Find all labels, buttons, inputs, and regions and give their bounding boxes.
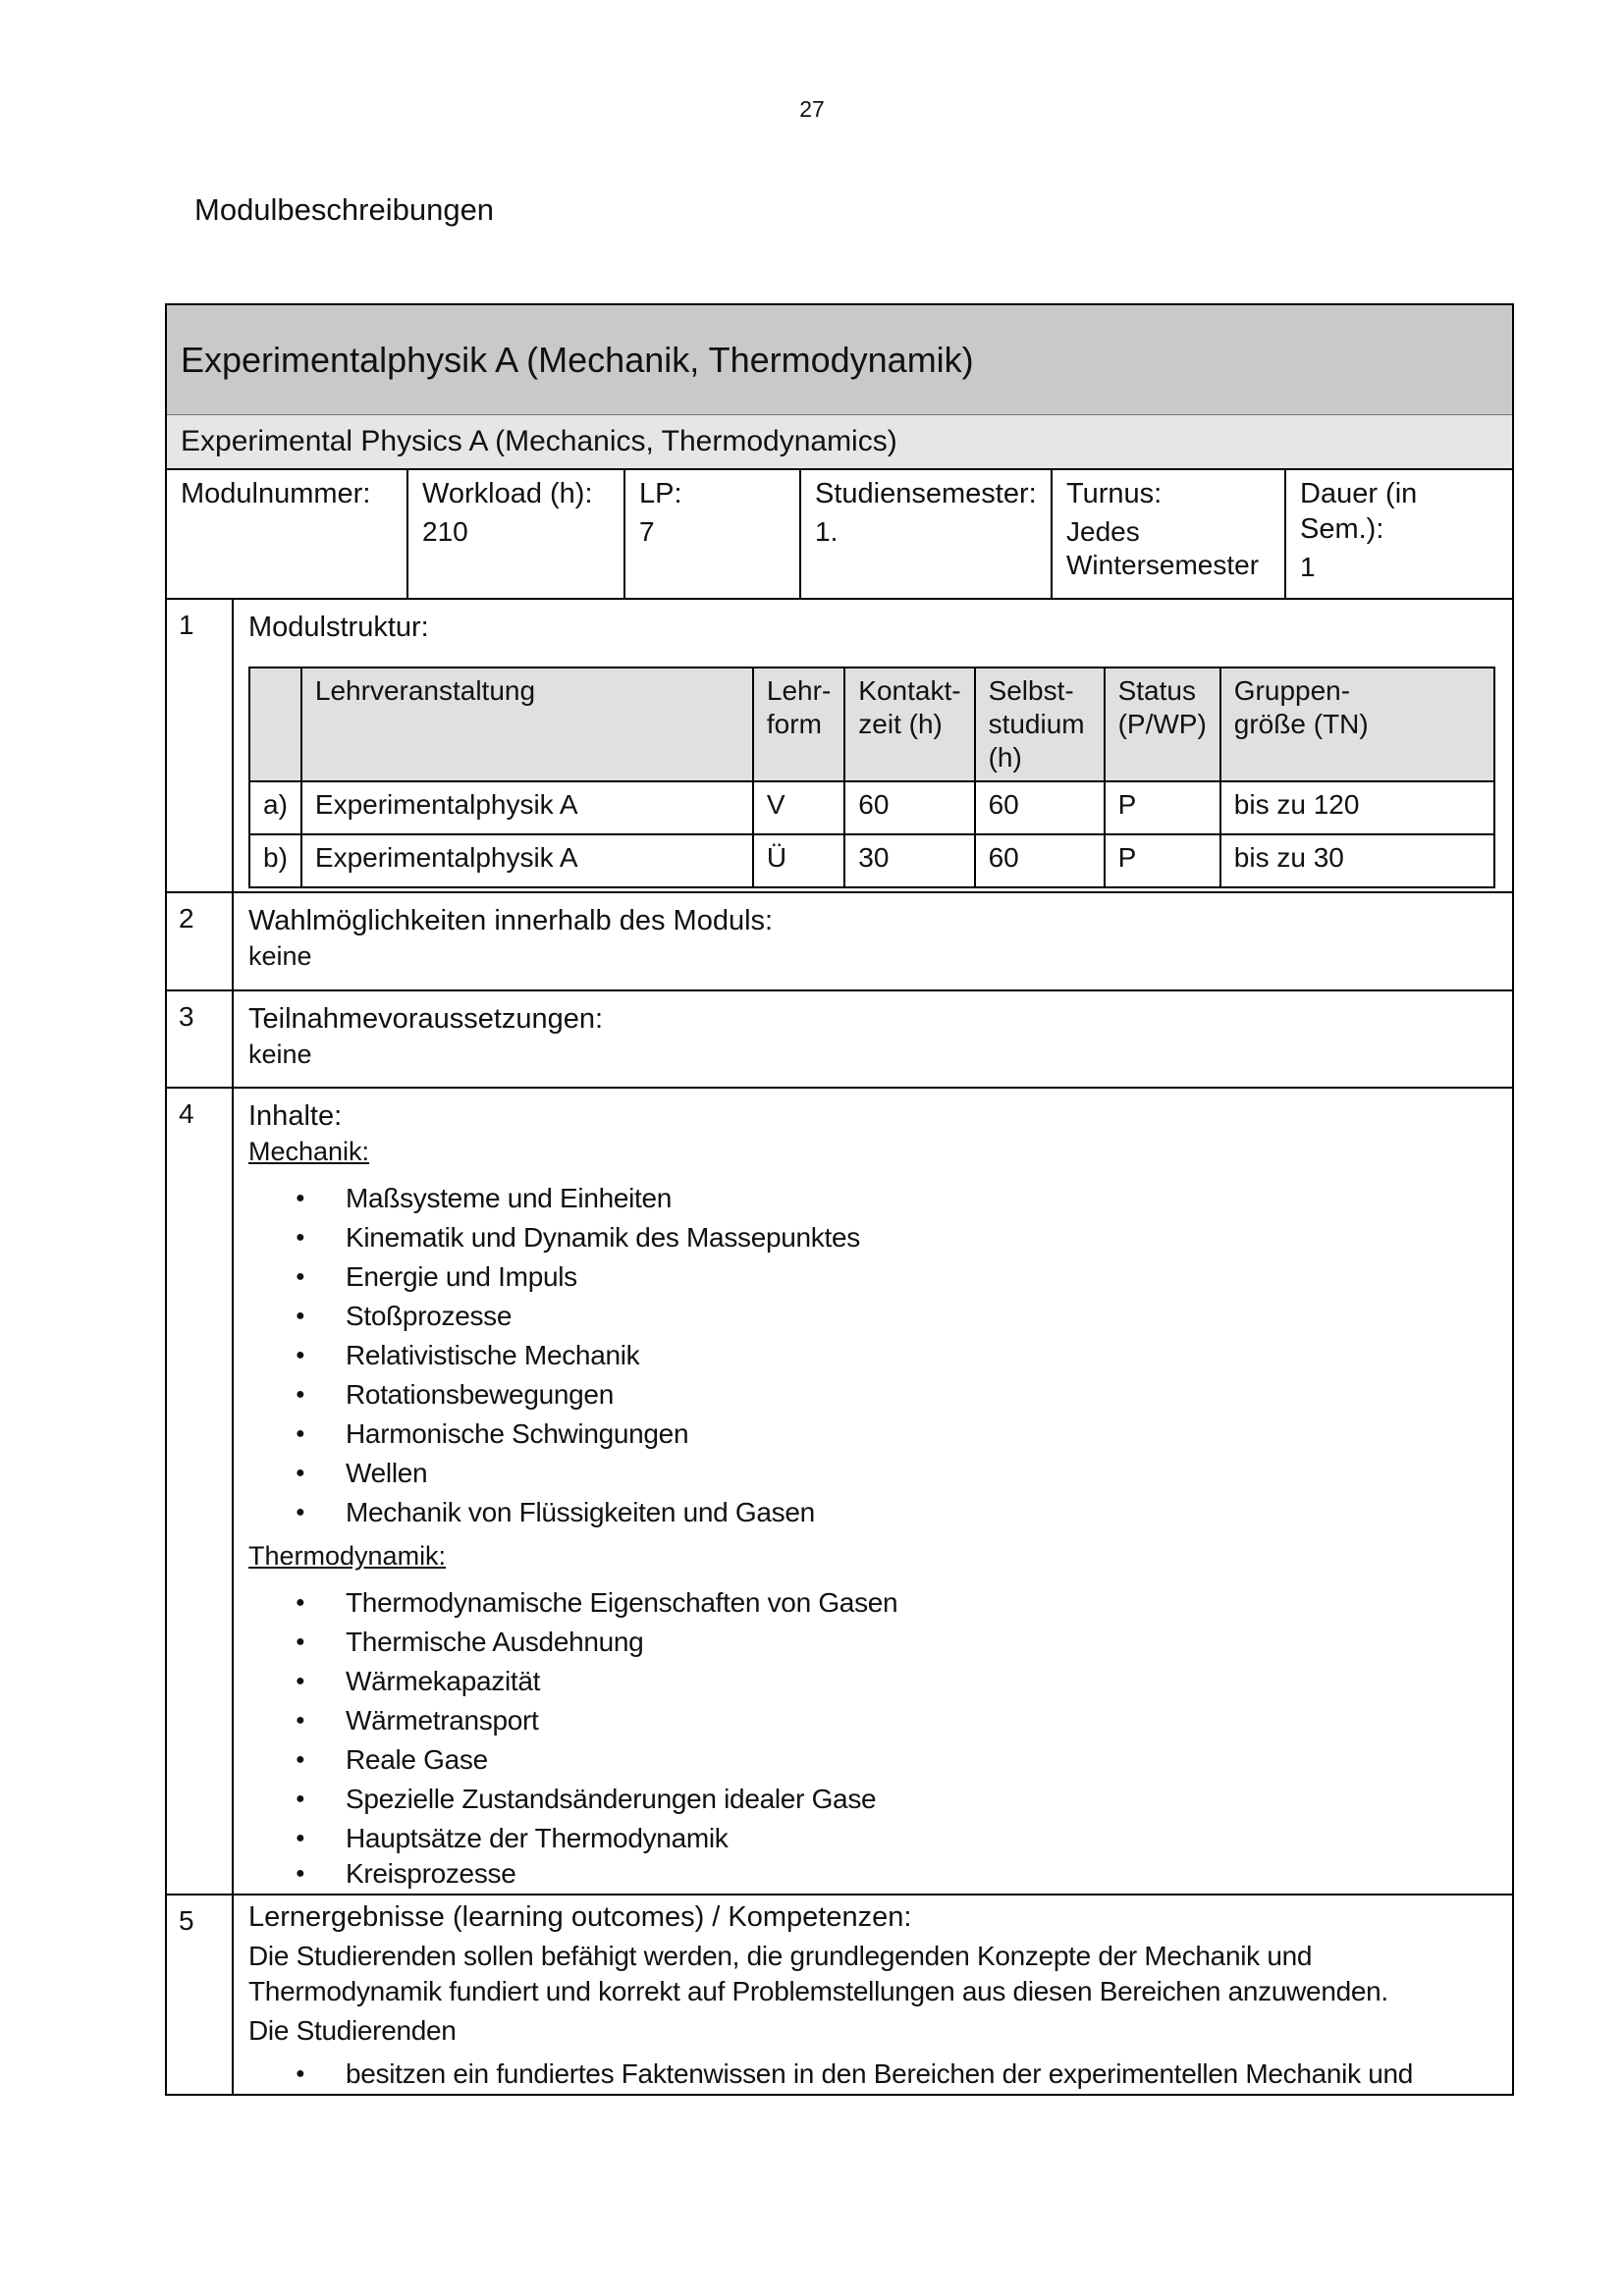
row-selbststudium: 60 <box>975 781 1105 834</box>
section-lernergebnisse <box>167 1896 1512 2094</box>
meta-dauer <box>1286 470 1512 598</box>
meta-value: 1 <box>1300 552 1316 582</box>
header-status: Status (P/WP) <box>1105 667 1220 781</box>
section-number: 3 <box>167 991 234 1087</box>
mechanik-heading: Mechanik: <box>248 1137 370 1166</box>
section-number: 2 <box>167 893 234 989</box>
meta-value: 7 <box>639 516 655 547</box>
course-table-header-row <box>249 667 1494 781</box>
list-item: ● Kinematik und Dynamik des Massepunktes <box>346 1218 1512 1257</box>
row-label: a) <box>249 781 301 834</box>
meta-label: LP: <box>639 478 682 509</box>
module-meta-row <box>167 470 1512 600</box>
row-lehrveranstaltung: Experimentalphysik A <box>301 834 753 887</box>
header-kontaktzeit: Kontakt- zeit (h) <box>844 667 974 781</box>
row-gruppengroesse: bis zu 30 <box>1220 834 1494 887</box>
section-title: Lernergebnisse (learning outcomes) / Kompetenzen: <box>248 1901 912 1933</box>
row-selbststudium: 60 <box>975 834 1105 887</box>
list-item: ● Relativistische Mechanik <box>346 1336 1512 1375</box>
section-title: Wahlmöglichkeiten innerhalb des Moduls: <box>248 905 774 936</box>
course-table <box>248 667 1495 888</box>
section-body <box>234 1896 1512 2094</box>
section-title: Teilnahmevoraussetzungen: <box>248 1003 604 1035</box>
meta-label: Modulnummer: <box>181 478 371 509</box>
header-lehrveranstaltung: Lehrveranstaltung <box>301 667 753 781</box>
meta-turnus <box>1053 470 1286 598</box>
section-teilnahmevoraussetzungen <box>167 991 1512 1089</box>
module-title-text: Experimentalphysik A (Mechanik, Thermodynamik) <box>181 339 974 380</box>
list-item: ● Wellen <box>346 1454 1512 1493</box>
row-status: P <box>1105 781 1220 834</box>
list-item: ● Mechanik von Flüssigkeiten und Gasen <box>346 1493 1512 1532</box>
row-label: b) <box>249 834 301 887</box>
section-body <box>234 600 1512 891</box>
list-item: ● Wärmetransport <box>346 1701 1512 1740</box>
module-title <box>167 305 1512 415</box>
list-item: ● Kreisprozesse <box>346 1858 1512 1890</box>
list-item: ● Reale Gase <box>346 1740 1512 1780</box>
thermodynamik-heading: Thermodynamik: <box>248 1541 447 1571</box>
section-heading: Modulbeschreibungen <box>194 192 495 227</box>
thermodynamik-list <box>248 1583 1512 1890</box>
meta-workload <box>408 470 625 598</box>
list-item: ● Rotationsbewegungen <box>346 1375 1512 1415</box>
table-row <box>249 781 1494 834</box>
mechanik-list <box>248 1179 1512 1532</box>
header-lehrform: Lehr- form <box>753 667 844 781</box>
meta-value: 210 <box>422 516 468 547</box>
section-body <box>234 991 1512 1087</box>
meta-label: Turnus: <box>1066 478 1163 509</box>
meta-label: Workload (h): <box>422 478 593 509</box>
section-body <box>234 893 1512 989</box>
meta-studiensemester <box>801 470 1053 598</box>
row-kontaktzeit: 60 <box>844 781 974 834</box>
section-title: Inhalte: <box>248 1100 343 1132</box>
list-item: ● Hauptsätze der Thermodynamik <box>346 1819 1512 1858</box>
list-item: ● Energie und Impuls <box>346 1257 1512 1297</box>
section-modulstruktur <box>167 600 1512 893</box>
list-item: ● Wärmekapazität <box>346 1662 1512 1701</box>
meta-lp <box>625 470 801 598</box>
section-inhalte <box>167 1089 1512 1896</box>
list-item: ● Thermische Ausdehnung <box>346 1623 1512 1662</box>
module-table <box>165 303 1514 2096</box>
list-item: ● Thermodynamische Eigenschaften von Gasen <box>346 1583 1512 1623</box>
section-number: 5 <box>167 1896 234 2094</box>
meta-label: Dauer (in Sem.): <box>1300 478 1418 545</box>
list-item: ● Stoßprozesse <box>346 1297 1512 1336</box>
section-number: 1 <box>167 600 234 891</box>
table-row <box>249 834 1494 887</box>
header-gruppengroesse: Gruppen- größe (TN) <box>1220 667 1494 781</box>
list-item: ● Maßsysteme und Einheiten <box>346 1179 1512 1218</box>
meta-label: Studiensemester: <box>815 478 1037 509</box>
list-item: ● Spezielle Zustandsänderungen idealer Gase <box>346 1780 1512 1819</box>
section-paragraph: Die Studierenden sollen befähigt werden, die grundlegenden Konzepte der Mechanik und Thermodynamik fundiert und korrekt auf Problemstellungen aus diesen Bereichen anzuwenden. <box>248 1941 1388 2006</box>
row-lehrform: Ü <box>753 834 844 887</box>
meta-value: 1. <box>815 516 839 547</box>
header-selbststudium: Selbst- studium (h) <box>975 667 1105 781</box>
module-subtitle-text: Experimental Physics A (Mechanics, Thermodynamics) <box>181 425 897 457</box>
outcomes-list <box>248 2055 1502 2094</box>
meta-value: Jedes Wintersemester <box>1066 516 1260 580</box>
section-number: 4 <box>167 1089 234 1894</box>
module-subtitle <box>167 415 1512 470</box>
section-text: keine <box>248 941 312 971</box>
section-wahlmoeglichkeiten <box>167 893 1512 991</box>
section-body <box>234 1089 1512 1894</box>
list-item: ● Harmonische Schwingungen <box>346 1415 1512 1454</box>
meta-modulnummer <box>167 470 408 598</box>
page-number: 27 <box>799 96 825 122</box>
section-title: Modulstruktur: <box>248 612 429 643</box>
section-text: keine <box>248 1040 312 1069</box>
header-empty <box>249 667 301 781</box>
row-lehrform: V <box>753 781 844 834</box>
row-gruppengroesse: bis zu 120 <box>1220 781 1494 834</box>
list-item: ● besitzen ein fundiertes Faktenwissen in den Bereichen der experimentellen Mechanik und <box>346 2055 1502 2094</box>
row-status: P <box>1105 834 1220 887</box>
section-paragraph: Die Studierenden <box>248 2015 457 2046</box>
row-kontaktzeit: 30 <box>844 834 974 887</box>
row-lehrveranstaltung: Experimentalphysik A <box>301 781 753 834</box>
